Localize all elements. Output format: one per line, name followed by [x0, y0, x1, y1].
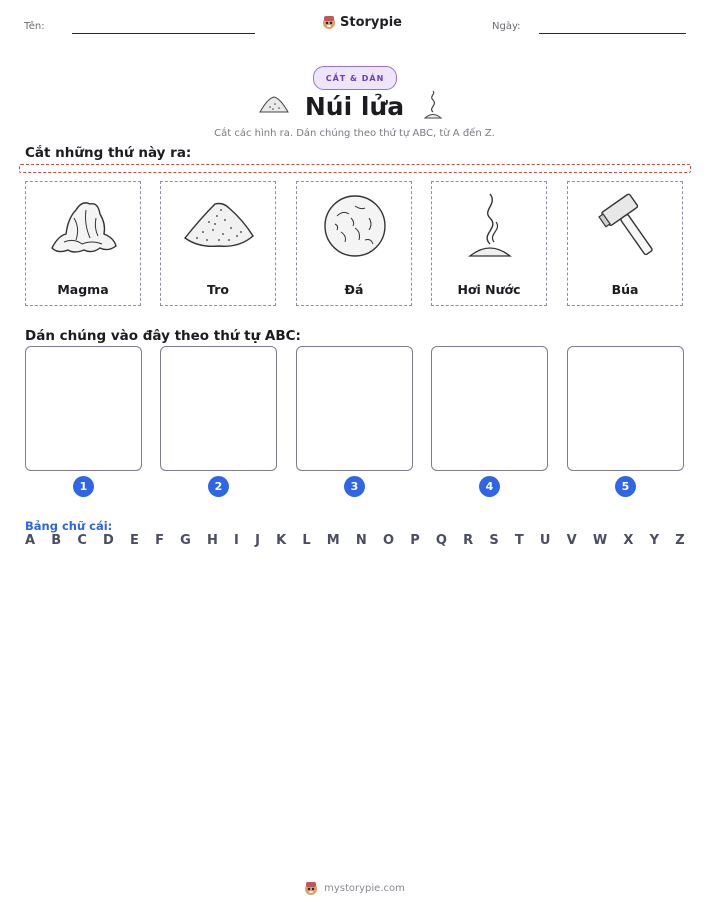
alphabet-letter: R: [463, 533, 474, 548]
alphabet-letter: U: [539, 533, 551, 548]
alphabet-letter: Z: [675, 533, 685, 548]
alphabet-letter: I: [234, 533, 239, 548]
cut-card-rock[interactable]: [296, 181, 412, 306]
cut-card-label: Hơi Nước: [457, 282, 521, 297]
cut-section-heading: Cắt những thứ này ra:: [25, 145, 192, 161]
activity-badge: CẮT & DÁN: [313, 66, 397, 90]
steam-title-icon: [422, 90, 444, 120]
rock-icon: [315, 188, 395, 268]
cut-card-label: Magma: [57, 282, 109, 297]
alphabet-letter: W: [592, 533, 608, 548]
slot-number-1: 1: [73, 476, 94, 497]
brand-logo: [322, 14, 402, 30]
magma-icon: [44, 188, 124, 268]
paste-slot-4[interactable]: [431, 346, 548, 471]
ash-pile-icon: [179, 188, 259, 268]
alphabet-letter: V: [566, 533, 577, 548]
alphabet-letter: Q: [435, 533, 447, 548]
name-label: Tên:: [24, 21, 45, 32]
storypie-mascot-icon: [304, 880, 318, 896]
date-label: Ngày:: [492, 21, 521, 32]
cut-card-label: Đá: [344, 282, 364, 297]
alphabet-row: [25, 533, 685, 548]
paste-section-heading: Dán chúng vào đây theo thứ tự ABC:: [25, 328, 301, 344]
alphabet-letter: O: [382, 533, 395, 548]
instructions: Cắt các hình ra. Dán chúng theo thứ tự ABC, từ A đến Z.: [214, 128, 495, 139]
page-title: Núi lửa: [304, 92, 405, 121]
hammer-icon: [586, 188, 666, 268]
brand-name: Storypie: [340, 14, 402, 30]
alphabet-letter: C: [77, 533, 87, 548]
cut-card-magma[interactable]: [25, 181, 141, 306]
alphabet-letter: X: [623, 533, 634, 548]
name-line[interactable]: [72, 33, 255, 34]
alphabet-letter: E: [130, 533, 139, 548]
cut-card-label: Tro: [207, 282, 229, 297]
alphabet-title: Bảng chữ cái:: [25, 519, 113, 533]
paste-slot-1[interactable]: [25, 346, 142, 471]
alphabet-letter: B: [51, 533, 62, 548]
footer-url[interactable]: mystorypie.com: [324, 882, 405, 894]
slot-number-2: 2: [208, 476, 229, 497]
alphabet-letter: D: [103, 533, 114, 548]
cut-card-ash[interactable]: [160, 181, 276, 306]
alphabet-letter: L: [302, 533, 311, 548]
cut-card-hammer[interactable]: [567, 181, 683, 306]
steam-icon: [450, 188, 530, 268]
alphabet-letter: A: [25, 533, 36, 548]
slot-number-4: 4: [479, 476, 500, 497]
alphabet-letter: S: [489, 533, 499, 548]
alphabet-letter: P: [410, 533, 420, 548]
alphabet-letter: H: [206, 533, 218, 548]
alphabet-letter: K: [276, 533, 287, 548]
paste-slot-5[interactable]: [567, 346, 684, 471]
slot-number-5: 5: [615, 476, 636, 497]
slot-number-3: 3: [344, 476, 365, 497]
alphabet-letter: N: [355, 533, 367, 548]
alphabet-letter: F: [155, 533, 164, 548]
footer: [0, 880, 709, 896]
storypie-mascot-icon: [322, 14, 336, 30]
paste-slot-3[interactable]: [296, 346, 413, 471]
paste-slot-2[interactable]: [160, 346, 277, 471]
alphabet-letter: J: [255, 533, 260, 548]
alphabet-letter: M: [326, 533, 340, 548]
alphabet-letter: T: [514, 533, 524, 548]
alphabet-letter: G: [180, 533, 191, 548]
cut-line: [19, 164, 691, 173]
cut-card-label: Búa: [611, 282, 639, 297]
alphabet-letter: Y: [649, 533, 660, 548]
date-line[interactable]: [539, 33, 686, 34]
cut-card-steam[interactable]: [431, 181, 547, 306]
